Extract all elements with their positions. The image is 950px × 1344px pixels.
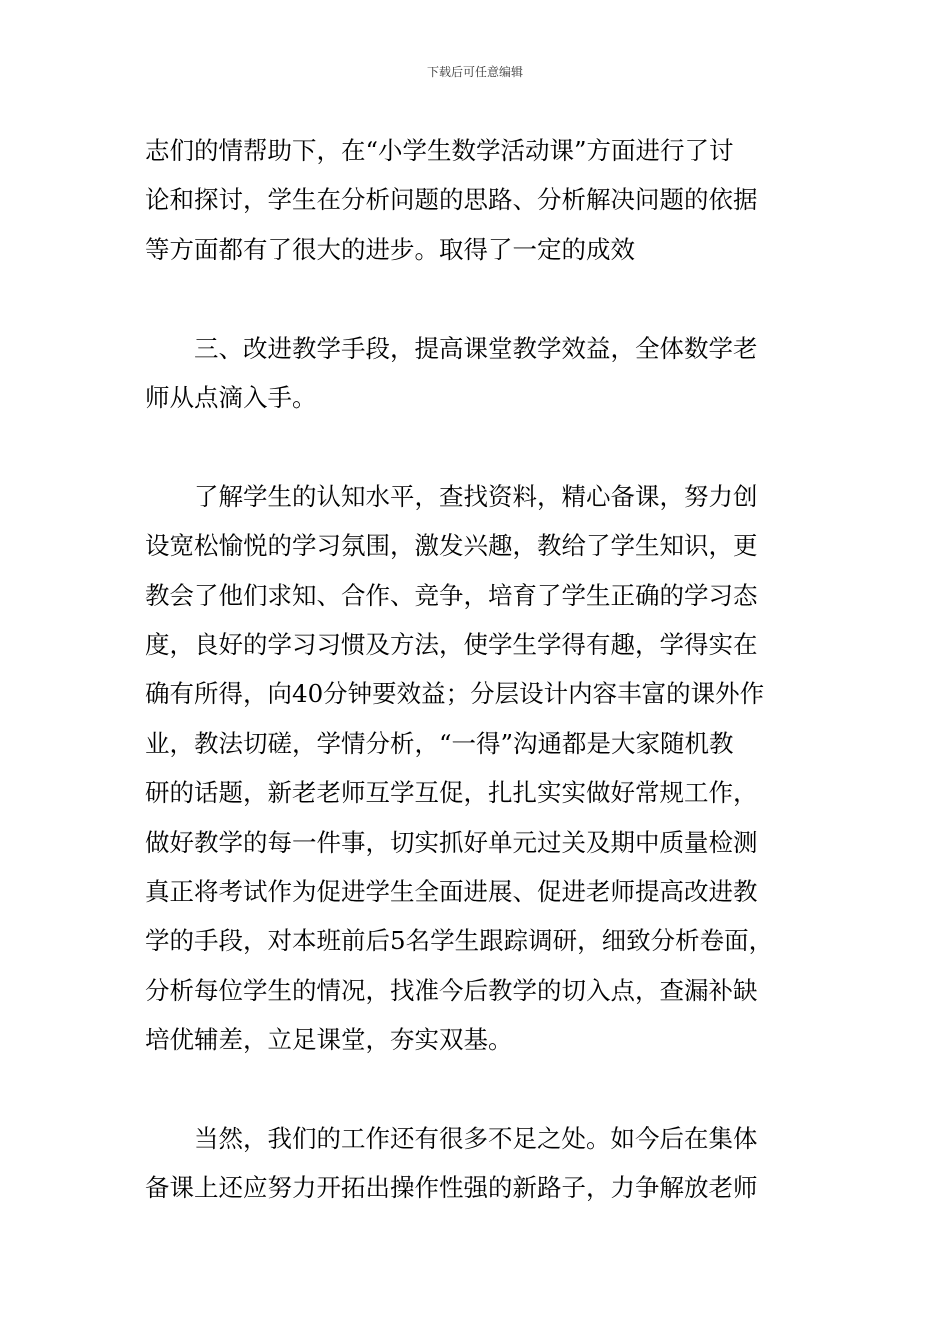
- document-body: [145, 126, 810, 1213]
- text-line: 度，良好的学习习惯及方法，使学生学得有趣，学得实在: [145, 630, 758, 660]
- text-line: 设宽松愉悦的学习氛围，激发兴趣，教给了学生知识，更: [145, 531, 758, 561]
- paragraph-3: [145, 472, 810, 1065]
- paragraph-gap: [145, 274, 810, 323]
- text-line: 确有所得，向40分钟要效益；分层设计内容丰富的课外作: [145, 679, 765, 709]
- text-line: 师从点滴入手。: [145, 383, 317, 413]
- text-line: 论和探讨，学生在分析问题的思路、分析解决问题的依据: [145, 185, 758, 215]
- text-line: 业，教法切磋，学情分析，“一得”沟通都是大家随机教: [145, 728, 734, 758]
- text-line: 三、改进教学手段，提高课堂教学效益，全体数学老: [194, 333, 758, 363]
- page-header: 下载后可任意编辑: [426, 65, 523, 79]
- text-line: 做好教学的每一件事，切实抓好单元过关及期中质量检测: [145, 827, 758, 857]
- paragraph-gap: [145, 422, 810, 471]
- text-line: 当然，我们的工作还有很多不足之处。如今后在集体: [194, 1124, 758, 1154]
- paragraph-gap: [145, 1065, 810, 1114]
- paragraph-2: [145, 324, 810, 423]
- text-line: 志们的情帮助下，在“小学生数学活动课”方面进行了讨: [145, 136, 734, 165]
- text-line: 学的手段，对本班前后5名学生跟踪调研，细致分析卷面，: [145, 926, 774, 956]
- text-line: 等方面都有了很大的进步。取得了一定的成效: [145, 234, 635, 264]
- paragraph-4: [145, 1114, 810, 1213]
- text-line: 培优辅差，立足课堂，夯实双基。: [145, 1025, 513, 1055]
- paragraph-1: [145, 126, 810, 274]
- text-line: 研的话题，新老老师互学互促，扎扎实实做好常规工作，: [145, 778, 758, 808]
- text-line: 教会了他们求知、合作、竞争，培育了学生正确的学习态: [145, 580, 758, 610]
- text-line: 了解学生的认知水平，查找资料，精心备课，努力创: [194, 481, 758, 511]
- text-line: 真正将考试作为促进学生全面进展、促进老师提高改进教: [145, 877, 758, 907]
- text-line: 分析每位学生的情况，找准今后教学的切入点，查漏补缺: [145, 975, 758, 1005]
- text-line: 备课上还应努力开拓出操作性强的新路子，力争解放老师: [145, 1173, 758, 1203]
